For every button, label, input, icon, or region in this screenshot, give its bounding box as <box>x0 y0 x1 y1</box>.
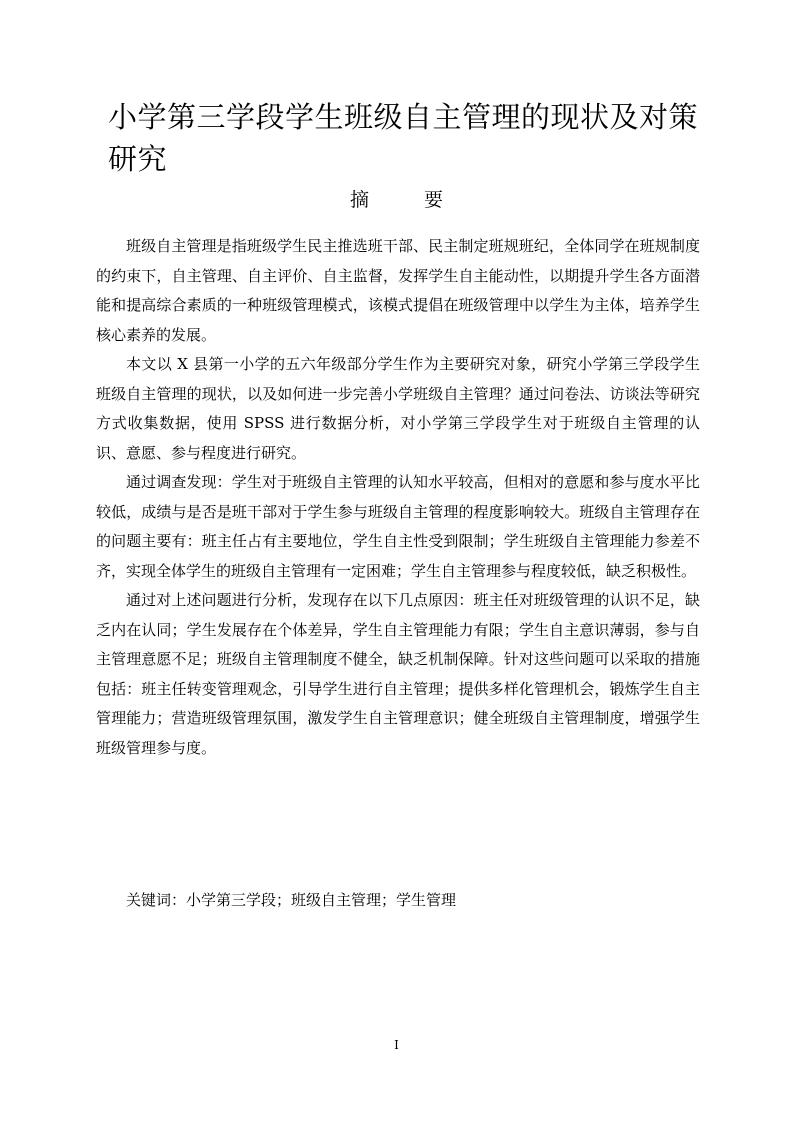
abstract-body <box>96 232 700 763</box>
abstract-paragraph-3: 通过调查发现：学生对于班级自主管理的认知水平较高，但相对的意愿和参与度水平比较低，成绩与是否是班干部对于学生参与班级自主管理的程度影响较大。班级自主管理存在的问题主要有：班主任占有主要地位，学生自主性受到限制；学生班级自主管理能力参差不齐，实现全体学生的班级自主管理有一定困难；学生自主管理参与程度较低，缺乏积极性。 <box>96 473 700 580</box>
abstract-paragraph-2: 本文以 X 县第一小学的五六年级部分学生作为主要研究对象，研究小学第三学段学生班级自主管理的现状，以及如何进一步完善小学班级自主管理？通过问卷法、访谈法等研究方式收集数据，使用 SPSS 进行数据分析，对小学第三学段学生对于班级自主管理的认识、意愿、参与程度进行研究。 <box>96 355 700 462</box>
abstract-heading: 摘 要 <box>349 189 461 211</box>
keywords-line: 关键词：小学第三学段；班级自主管理；学生管理 <box>126 891 457 909</box>
abstract-paragraph-4: 通过对上述问题进行分析，发现存在以下几点原因：班主任对班级管理的认识不足，缺乏内在认同；学生发展存在个体差异，学生自主管理能力有限；学生自主意识薄弱，参与自主管理意愿不足；班级自主管理制度不健全，缺乏机制保障。针对这些问题可以采取的措施包括：班主任转变管理观念，引导学生进行自主管理；提供多样化管理机会，锻炼学生自主管理能力；营造班级管理氛围，激发学生自主管理意识；健全班级自主管理制度，增强学生班级管理参与度。 <box>96 591 700 757</box>
page-number: I <box>394 1038 399 1052</box>
abstract-paragraph-1: 班级自主管理是指班级学生民主推选班干部、民主制定班规班纪，全体同学在班规制度的约束下，自主管理、自主评价、自主监督，发挥学生自主能动性，以期提升学生各方面潜能和提高综合素质的一种班级管理模式，该模式提倡在班级管理中以学生为主体，培养学生核心素养的发展。 <box>96 237 700 344</box>
paper-title: 小学第三学段学生班级自主管理的现状及对策研究 <box>108 100 699 176</box>
